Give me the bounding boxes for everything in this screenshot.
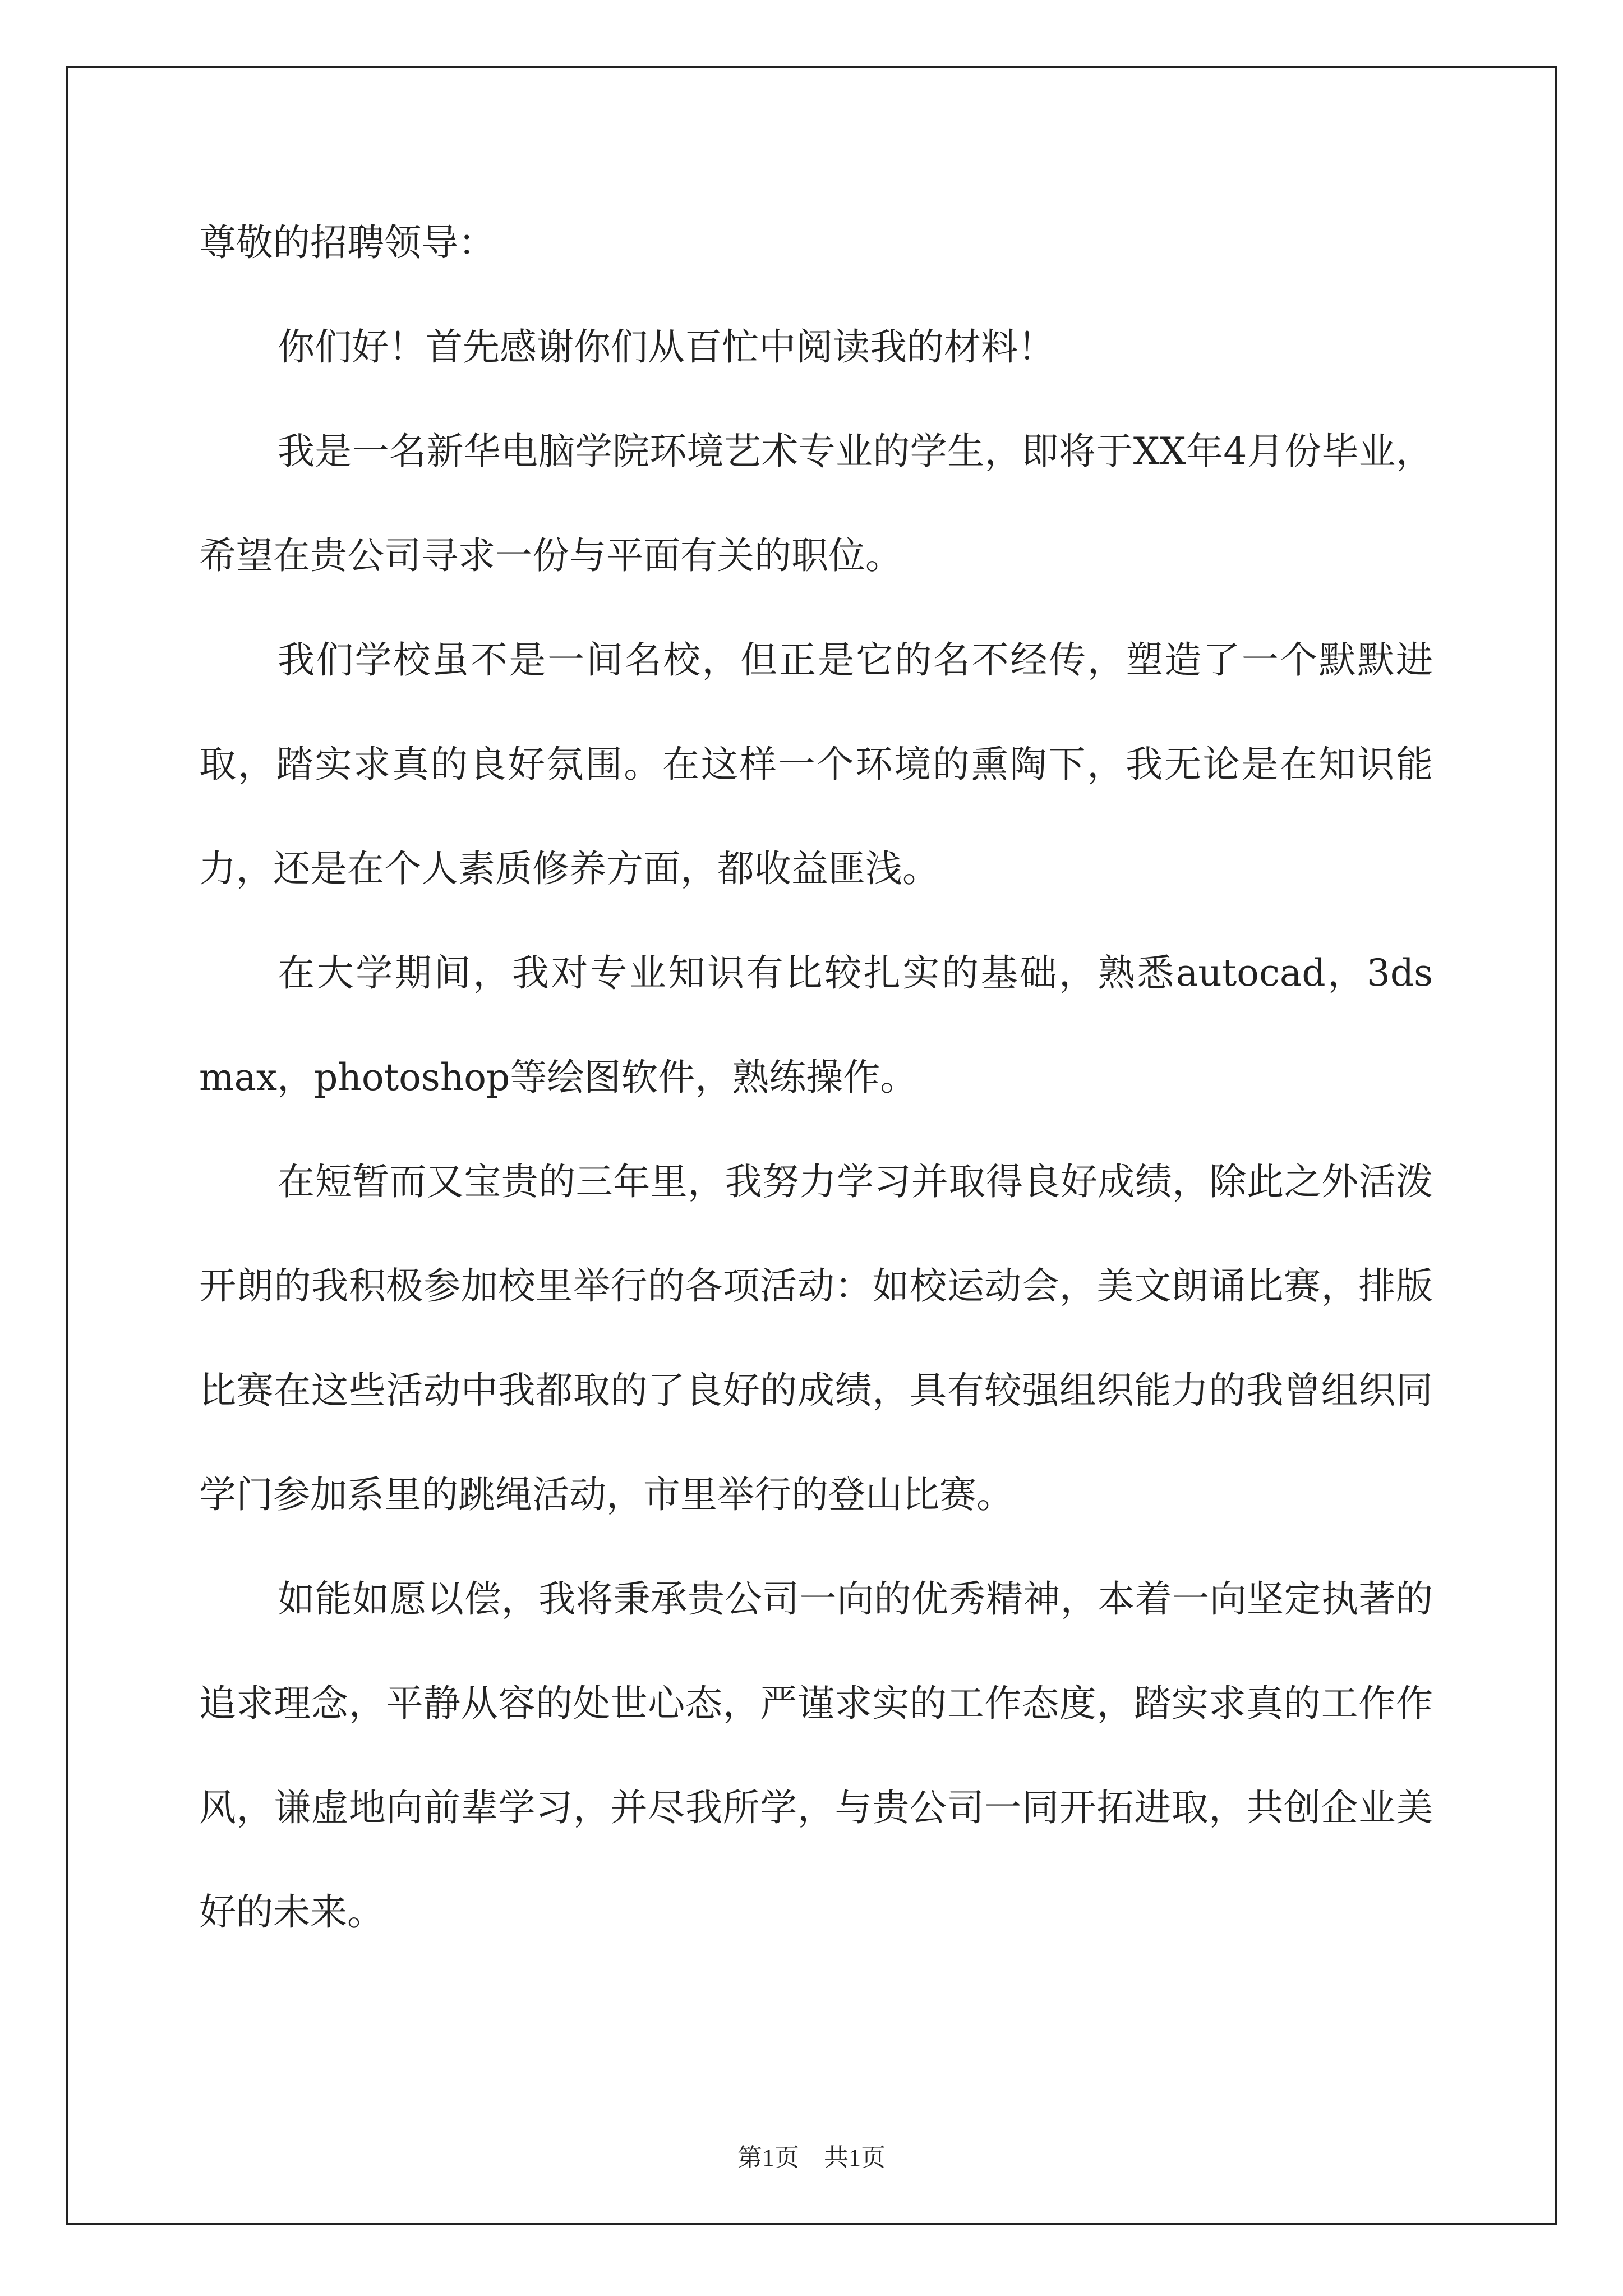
paragraph-activities: 在短暂而又宝贵的三年里，我努力学习并取得良好成绩，除此之外活泼开朗的我积极参加校里举行的各项活动：如校运动会，美文朗诵比赛，排版比赛在这些活动中我都取的了良好的成绩，具有较强组织能力的我曾组织同学门参加系里的跳绳活动，市里举行的登山比赛。 xyxy=(199,1160,1433,1516)
paragraph-introduction: 我是一名新华电脑学院环境艺术专业的学生，即将于XX年4月份毕业，希望在贵公司寻求一份与平面有关的职位。 xyxy=(199,430,1433,577)
salutation: 尊敬的招聘领导： xyxy=(199,221,495,264)
paragraph-school: 我们学校虽不是一间名校，但正是它的名不经传，塑造了一个默默进取，踏实求真的良好氛围。在这样一个环境的熏陶下，我无论是在知识能力，还是在个人素质修养方面，都收益匪浅。 xyxy=(199,638,1433,890)
paragraph-closing: 如能如愿以偿，我将秉承贵公司一向的优秀精神，本着一向坚定执著的追求理念，平静从容的处世心态，严谨求实的工作态度，踏实求真的工作作风，谦虚地向前辈学习，并尽我所学，与贵公司一同开拓进取，共创企业美好的未来。 xyxy=(199,1577,1433,1934)
page-number-footer: 第1页 共1页 xyxy=(737,2144,886,2171)
paragraph-greeting: 你们好！首先感谢你们从百忙中阅读我的材料！ xyxy=(278,325,1055,369)
letter-body xyxy=(199,191,1433,1964)
paragraph-skills: 在大学期间，我对专业知识有比较扎实的基础，熟悉autocad，3ds max，photoshop等绘图软件，熟练操作。 xyxy=(199,951,1433,1099)
